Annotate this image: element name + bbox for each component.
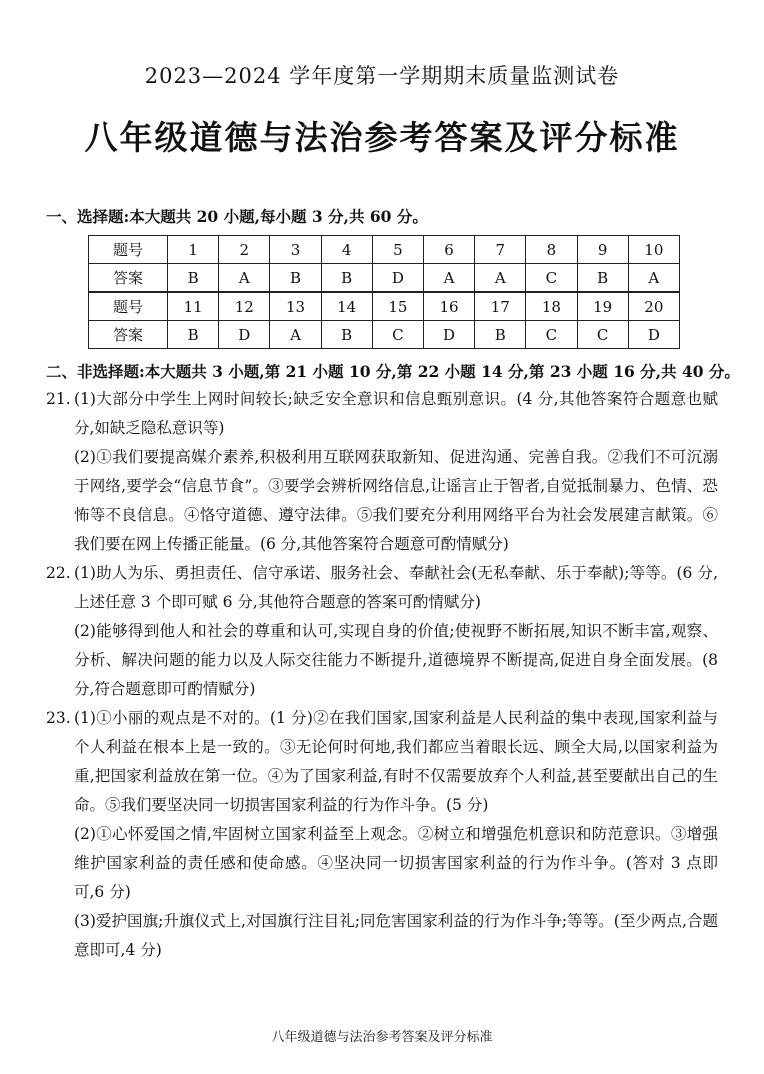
- question-number: 6: [423, 236, 474, 264]
- question-number: 13: [270, 292, 321, 321]
- question-number: 5: [372, 236, 423, 264]
- answer-cell: C: [372, 321, 423, 349]
- answer-cell: B: [577, 264, 628, 293]
- table-row: [89, 236, 680, 264]
- answer-cell: B: [321, 264, 372, 293]
- question-22: [46, 559, 718, 704]
- answer-cell: B: [168, 321, 219, 349]
- question-number: 17: [475, 292, 526, 321]
- answer-cell: A: [423, 264, 474, 293]
- question-number: 11: [168, 292, 219, 321]
- answer-cell: C: [577, 321, 628, 349]
- question-number: 16: [423, 292, 474, 321]
- answer-cell: B: [475, 321, 526, 349]
- answer-table: [88, 235, 680, 349]
- answer-cell: A: [270, 321, 321, 349]
- question-number: 2: [219, 236, 270, 264]
- table-row: [89, 321, 680, 349]
- answer-paragraph: (2)①心怀爱国之情,牢固树立国家利益至上观念。②树立和增强危机意识和防范意识。③增强维护国家利益的责任感和使命感。④坚决同一切损害国家利益的行为作斗争。(答对 3 点即可,6 分): [74, 825, 718, 901]
- question-number: 7: [475, 236, 526, 264]
- answer-cell: B: [321, 321, 372, 349]
- answer-paragraph: (2)能够得到他人和社会的尊重和认可,实现自身的价值;使视野不断拓展,知识不断丰富,观察、分析、解决问题的能力以及人际交往能力不断提升,道德境界不断提高,促进自身全面发展。(8 分,符合题意即可酌情赋分): [74, 622, 718, 698]
- question-number: 22.: [46, 564, 71, 582]
- question-number: 10: [628, 236, 679, 264]
- answer-cell: D: [423, 321, 474, 349]
- answer-content: [46, 385, 718, 965]
- question-number: 15: [372, 292, 423, 321]
- table-row: [89, 292, 680, 321]
- answer-cell: A: [628, 264, 679, 293]
- answer-cell: C: [526, 264, 577, 293]
- table-row: [89, 264, 680, 293]
- question-number: 3: [270, 236, 321, 264]
- answer-cell: A: [219, 264, 270, 293]
- section-1-heading: 一、选择题:本大题共 20 小题,每小题 3 分,共 60 分。: [46, 207, 428, 226]
- answer-paragraph: (3)爱护国旗;升旗仪式上,对国旗行注目礼;同危害国家利益的行为作斗争;等等。(至少两点,合题意即可,4 分): [74, 912, 718, 959]
- question-21: [46, 385, 718, 559]
- answer-paragraph: (1)①小丽的观点是不对的。(1 分)②在我们国家,国家利益是人民利益的集中表现,国家利益与个人利益在根本上是一致的。③无论何时何地,我们都应当着眼长远、顾全大局,以国家利益为重,把国家利益放在第一位。④为了国家利益,有时不仅需要放弃个人利益,甚至要献出自己的生命。⑤我们要坚决同一切损害国家利益的行为作斗争。(5 分): [74, 709, 718, 814]
- answer-cell: D: [372, 264, 423, 293]
- question-number: 18: [526, 292, 577, 321]
- row-label: 题号: [89, 236, 168, 264]
- answer-paragraph: (1)助人为乐、勇担责任、信守承诺、服务社会、奉献社会(无私奉献、乐于奉献);等等。(6 分,上述任意 3 个即可赋 6 分,其他符合题意的答案可酌情赋分): [74, 564, 718, 611]
- question-number: 12: [219, 292, 270, 321]
- question-number: 20: [628, 292, 679, 321]
- answer-cell: D: [628, 321, 679, 349]
- question-number: 19: [577, 292, 628, 321]
- page-footer: 八年级道德与法治参考答案及评分标准: [271, 1030, 493, 1045]
- question-number: 23.: [46, 709, 71, 727]
- row-label: 题号: [89, 292, 168, 321]
- question-23: [46, 704, 718, 965]
- question-number: 14: [321, 292, 372, 321]
- question-number: 8: [526, 236, 577, 264]
- answer-cell: B: [270, 264, 321, 293]
- row-label: 答案: [89, 321, 168, 349]
- question-number: 21.: [46, 390, 71, 408]
- question-number: 9: [577, 236, 628, 264]
- answer-cell: D: [219, 321, 270, 349]
- answer-cell: C: [526, 321, 577, 349]
- answer-paragraph: (1)大部分中学生上网时间较长;缺乏安全意识和信息甄别意识。(4 分,其他答案符合题意也赋分,如缺乏隐私意识等): [74, 390, 718, 437]
- question-number: 1: [168, 236, 219, 264]
- document-title: 八年级道德与法治参考答案及评分标准: [84, 118, 680, 157]
- section-2-heading: 二、非选择题:本大题共 3 小题,第 21 小题 10 分,第 22 小题 14 分,第 23 小题 16 分,共 40 分。: [46, 362, 740, 381]
- exam-title: 2023—2024 学年度第一学期期末质量监测试卷: [144, 64, 620, 88]
- answer-cell: B: [168, 264, 219, 293]
- row-label: 答案: [89, 264, 168, 293]
- question-number: 4: [321, 236, 372, 264]
- answer-cell: A: [475, 264, 526, 293]
- answer-paragraph: (2)①我们要提高媒介素养,积极利用互联网获取新知、促进沟通、完善自我。②我们不可沉溺于网络,要学会“信息节食”。③要学会辨析网络信息,让谣言止于智者,自觉抵制暴力、色情、恐怖等不良信息。④恪守道德、遵守法律。⑤我们要充分利用网络平台为社会发展建言献策。⑥我们要在网上传播正能量。(6 分,其他答案符合题意可酌情赋分): [74, 448, 718, 553]
